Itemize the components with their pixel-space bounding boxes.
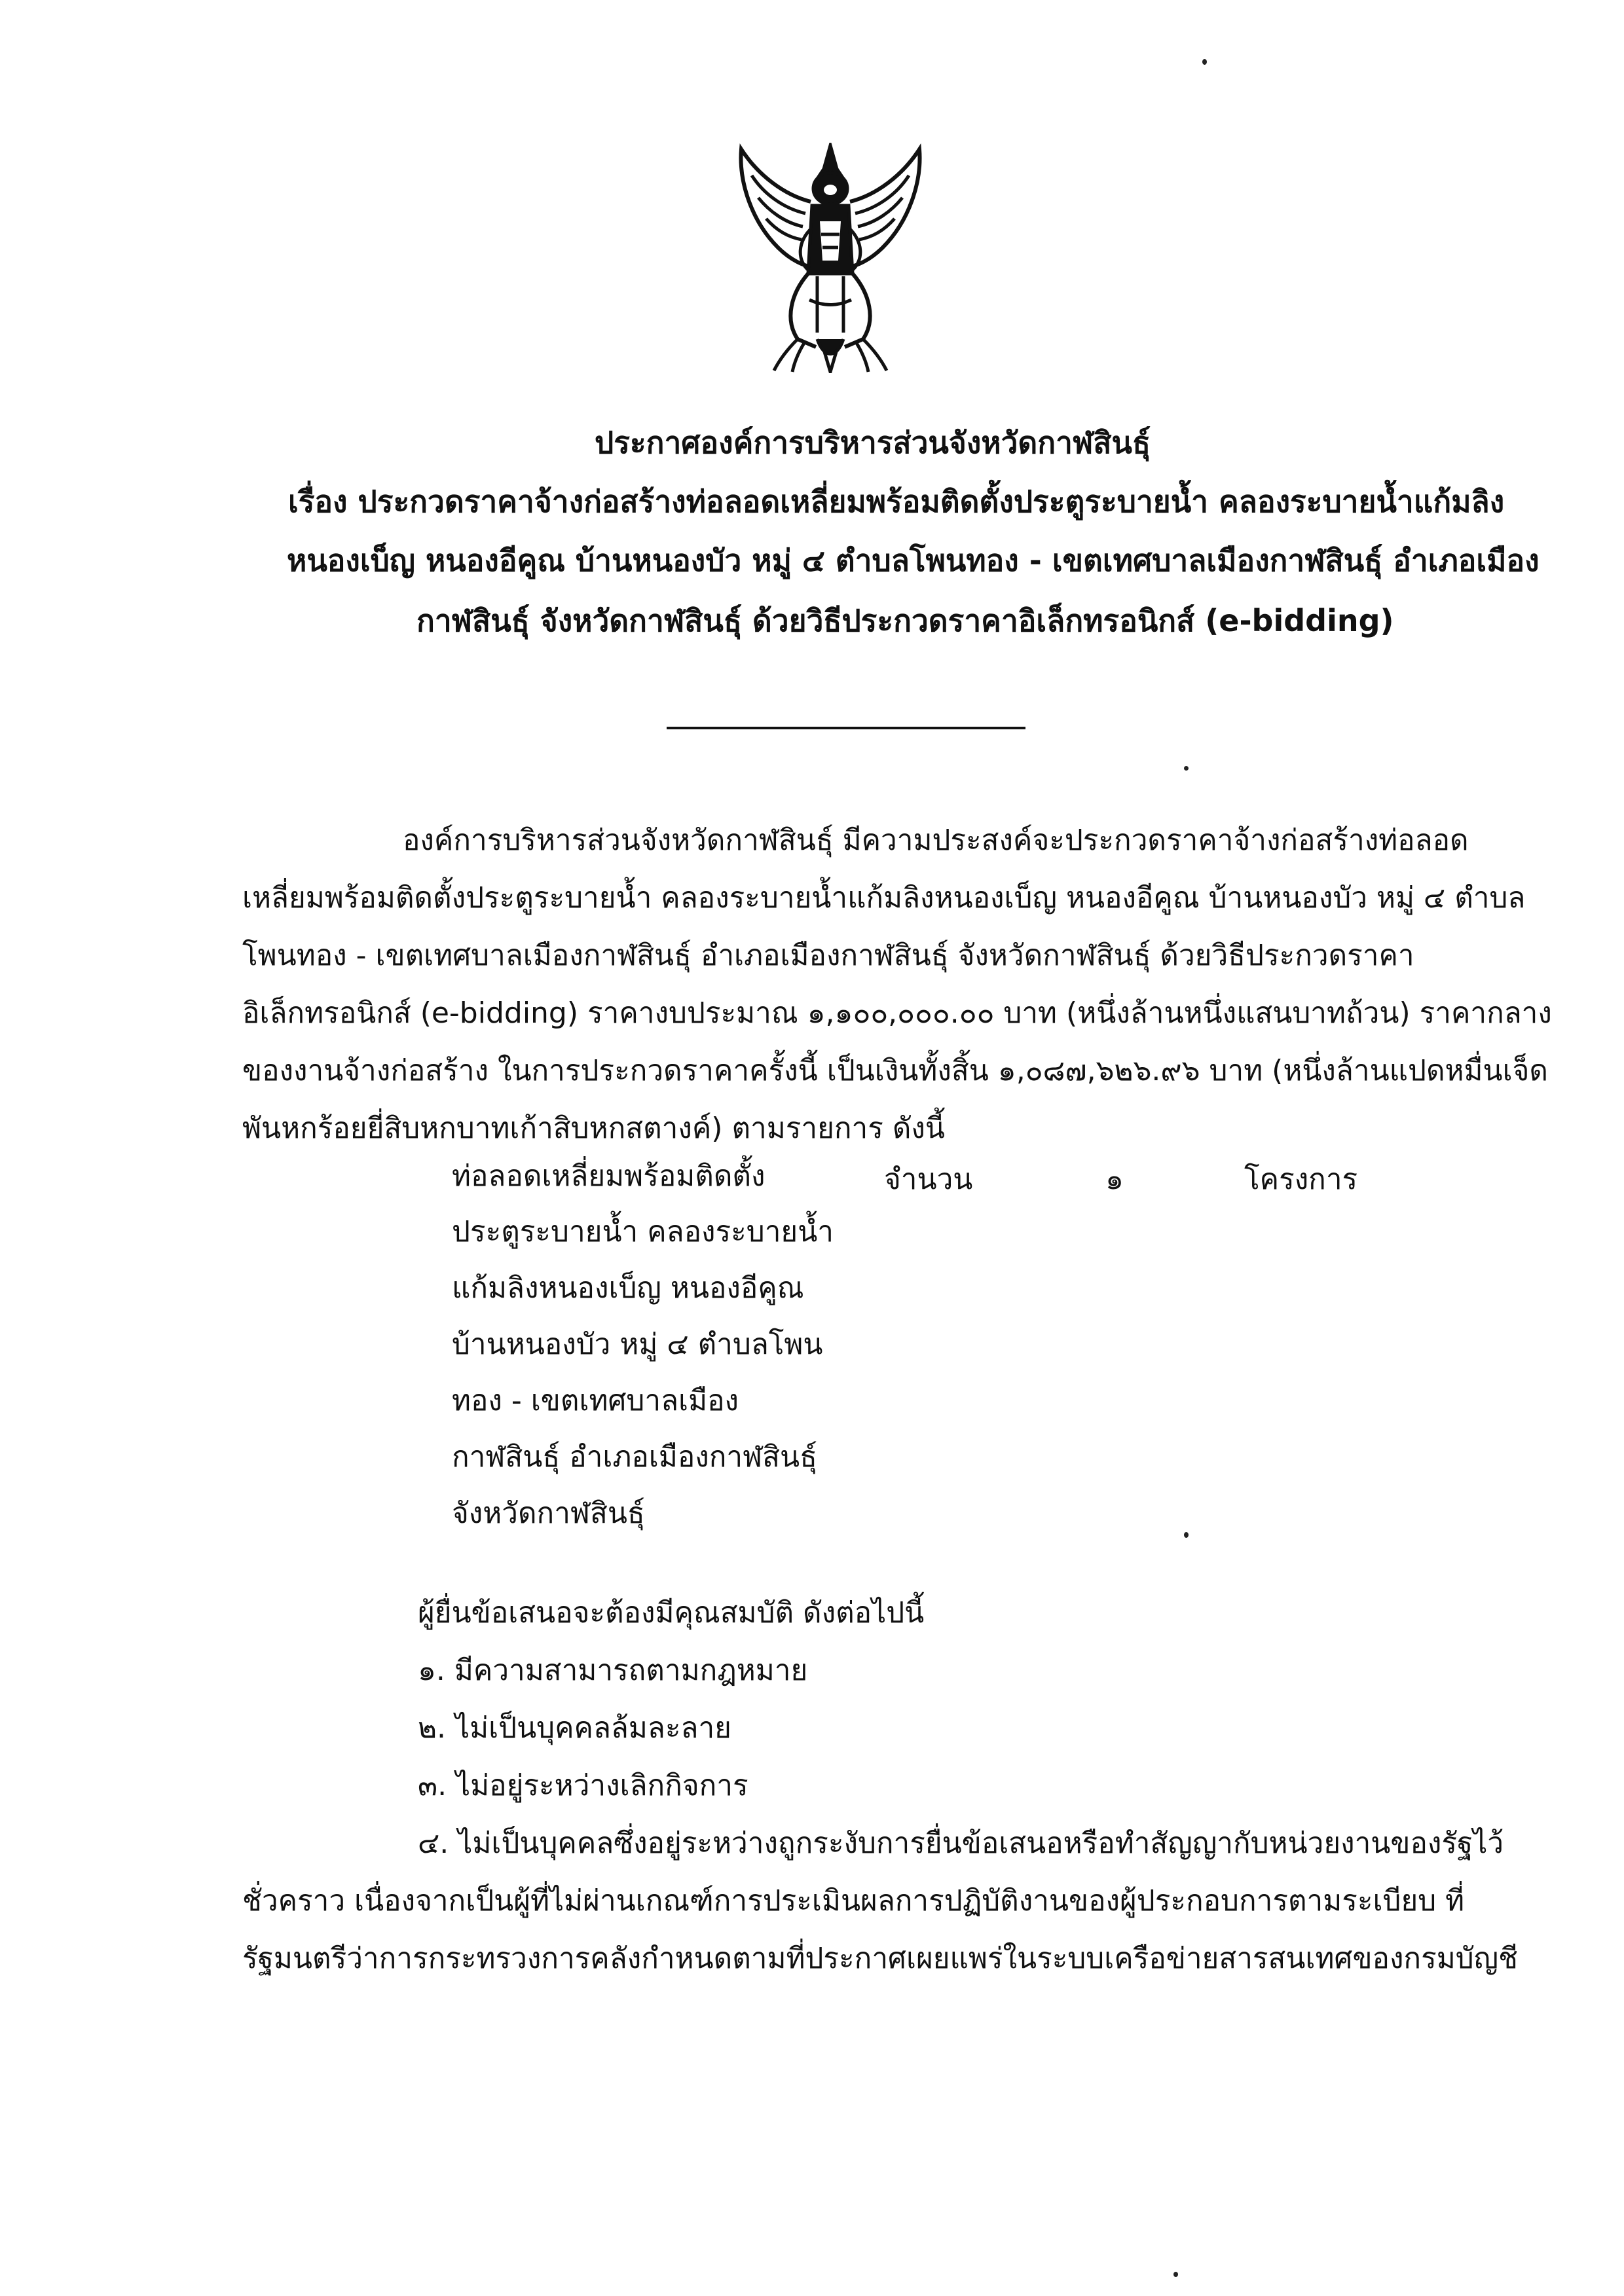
scan-speck — [1173, 2272, 1178, 2277]
title-line-2: เรื่อง ประกวดราคาจ้างก่อสร้างท่อลอดเหลี่ยมพร้อมติดตั้งประตูระบายน้ำ คลองระบายน้ำแก้มลิง — [288, 484, 1505, 519]
item-description-line-5: ทอง - เขตเทศบาลเมือง — [452, 1384, 739, 1417]
item-description-line-1: ท่อลอดเหลี่ยมพร้อมติดตั้ง — [452, 1159, 766, 1193]
title-line-1: ประกาศองค์การบริหารส่วนจังหวัดกาฬสินธุ์ — [595, 425, 1151, 460]
item-quantity-label: จำนวน — [884, 1163, 973, 1196]
item-description-line-6: กาฬสินธุ์ อำเภอเมืองกาฬสินธุ์ — [452, 1440, 817, 1474]
scan-speck — [1184, 1532, 1189, 1538]
qualifications-heading: ผู้ยื่นข้อเสนอจะต้องมีคุณสมบัติ ดังต่อไปนี้ — [418, 1596, 925, 1630]
intro-line-6: พันหกร้อยยี่สิบหกบาทเก้าสิบหกสตางค์) ตามรายการ ดังนี้ — [242, 1112, 945, 1145]
scan-speck — [1184, 766, 1189, 771]
qualification-3: ๓. ไม่อยู่ระหว่างเลิกกิจการ — [418, 1769, 748, 1802]
qualification-4-line-1: ๔. ไม่เป็นบุคคลซึ่งอยู่ระหว่างถูกระงับการยื่นข้อเสนอหรือทำสัญญากับหน่วยงานของรัฐไว้ — [418, 1827, 1504, 1860]
title-divider — [667, 727, 1025, 729]
item-description-line-7: จังหวัดกาฬสินธุ์ — [452, 1497, 645, 1530]
intro-line-4: อิเล็กทรอนิกส์ (e-bidding) ราคางบประมาณ ๑,๑๐๐,๐๐๐.๐๐ บาท (หนึ่งล้านหนึ่งแสนบาทถ้วน) ราคากลาง — [242, 996, 1552, 1030]
intro-line-3: โพนทอง - เขตเทศบาลเมืองกาฬสินธุ์ อำเภอเมืองกาฬสินธุ์ จังหวัดกาฬสินธุ์ ด้วยวิธีประกวดราคา — [242, 939, 1414, 972]
intro-line-5: ของงานจ้างก่อสร้าง ในการประกวดราคาครั้งนี้ เป็นเงินทั้งสิ้น ๑,๐๘๗,๖๒๖.๙๖ บาท (หนึ่งล้านแปดหมื่นเจ็ด — [242, 1054, 1549, 1087]
intro-line-1: องค์การบริหารส่วนจังหวัดกาฬสินธุ์ มีความประสงค์จะประกวดราคาจ้างก่อสร้างท่อลอด — [403, 824, 1469, 857]
item-description-line-4: บ้านหนองบัว หมู่ ๔ ตำบลโพน — [452, 1328, 823, 1361]
intro-line-2: เหลี่ยมพร้อมติดตั้งประตูระบายน้ำ คลองระบายน้ำแก้มลิงหนองเบ็ญ หนองอีคูณ บ้านหนองบัว หมู่ ๔ ตำบล — [242, 881, 1526, 915]
qualification-4-line-2: ชั่วคราว เนื่องจากเป็นผู้ที่ไม่ผ่านเกณฑ์การประเมินผลการปฏิบัติงานของผู้ประกอบการตามระเบียบ ที่ — [242, 1884, 1465, 1918]
item-quantity: ๑ — [1105, 1163, 1124, 1196]
title-line-4: กาฬสินธุ์ จังหวัดกาฬสินธุ์ ด้วยวิธีประกวดราคาอิเล็กทรอนิกส์ (e-bidding) — [416, 603, 1394, 638]
item-description-line-2: ประตูระบายน้ำ คลองระบายน้ำ — [452, 1215, 834, 1248]
item-description-line-3: แก้มลิงหนองเบ็ญ หนองอีคูณ — [452, 1271, 804, 1305]
qualification-1: ๑. มีความสามารถตามกฎหมาย — [418, 1654, 808, 1687]
scan-speck — [1202, 59, 1207, 65]
item-unit: โครงการ — [1244, 1163, 1358, 1196]
qualification-2: ๒. ไม่เป็นบุคคลล้มละลาย — [418, 1711, 731, 1745]
qualification-4-line-3: รัฐมนตรีว่าการกระทรวงการคลังกำหนดตามที่ประกาศเผยแพร่ในระบบเครือข่ายสารสนเทศของกรมบัญชี — [242, 1942, 1518, 1975]
title-line-3: หนองเบ็ญ หนองอีคูณ บ้านหนองบัว หมู่ ๔ ตำบลโพนทอง - เขตเทศบาลเมืองกาฬสินธุ์ อำเภอเมือง — [287, 543, 1540, 578]
garuda-emblem-icon — [732, 143, 929, 373]
